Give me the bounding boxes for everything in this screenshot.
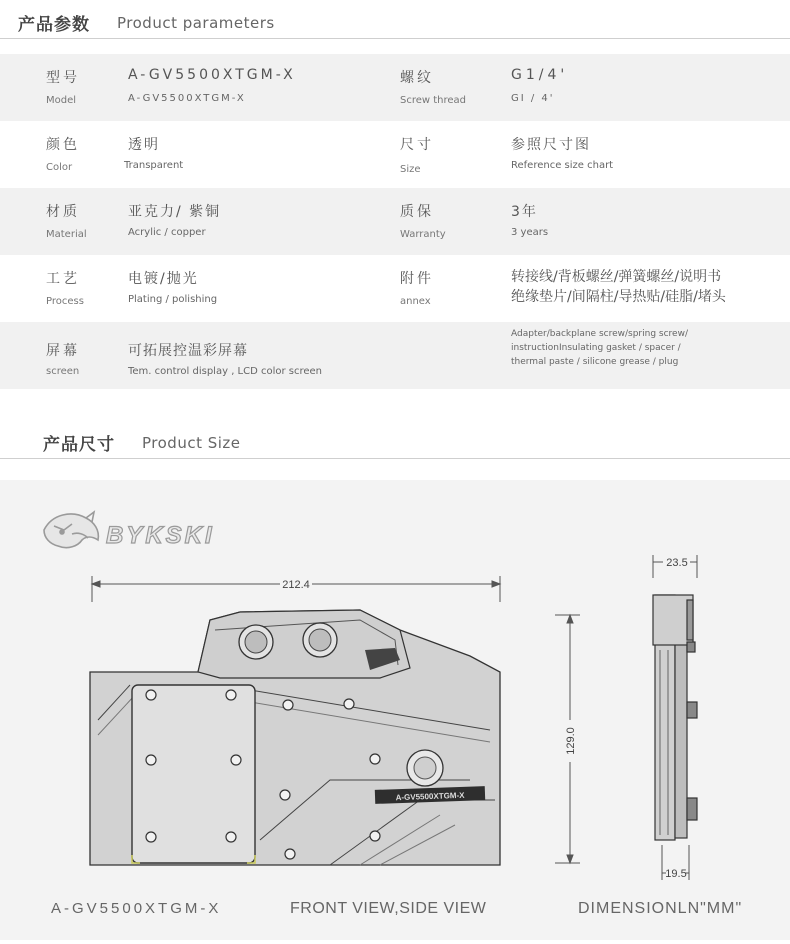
label-color-en: Color [46,162,73,173]
label-size-en: Size [400,164,421,175]
value-warranty: 3年 [511,204,538,220]
value-model-en: A-GV5500XTGM-X [128,93,246,104]
value-annex-en-line2: instructionInsulating gasket / spacer / [511,343,681,353]
bykski-logo [44,512,215,549]
value-thread-en: GI / 4' [511,93,555,104]
value-annex-en-line3: thermal paste / silicone grease / plug [511,357,679,367]
label-color-zh: 颜色 [46,137,80,153]
param-row-color [0,121,790,188]
value-color-en: Transparent [124,160,184,171]
section-title-en: Product parameters [117,14,275,32]
value-annex-en-line1: Adapter/backplane screw/spring screw/ [511,329,688,339]
param-row-material [0,188,790,255]
dimension-drawing-area [0,480,790,940]
footer-views: FRONT VIEW,SIDE VIEW [290,900,487,917]
side-bottom-dimension-label: 19.5 [665,868,687,880]
label-warranty-zh: 质保 [400,204,434,220]
value-annex-line1: 转接线/背板螺丝/弹簧螺丝/说明书 [511,269,722,285]
param-row-screen [0,322,790,389]
label-process-en: Process [46,296,84,307]
value-model: A-GV5500XTGM-X [128,67,296,83]
label-model-zh: 型号 [46,70,80,86]
value-thread: G1/4' [511,67,569,83]
value-material-en: Acrylic / copper [128,227,206,238]
value-warranty-en: 3 years [511,227,549,238]
width-dimension-label: 212.4 [282,579,310,591]
side-view-block [653,595,697,840]
model-plate-text: A-GV5500XTGM-X [395,790,465,803]
value-color: 透明 [128,137,160,153]
label-annex-zh: 附件 [400,271,434,287]
label-annex-en: annex [400,296,431,307]
section2-title-en: Product Size [142,434,241,452]
value-screen-en: Tem. control display , LCD color screen [128,366,323,377]
value-size: 参照尺寸图 [511,137,591,153]
dragon-logo-icon [44,512,98,548]
footer-unit: DIMENSIONLN"MM" [578,900,743,917]
section-header-size [0,420,790,459]
label-screen-zh: 屏幕 [46,343,80,359]
param-row-model [0,54,790,121]
value-process-en: Plating / polishing [128,294,218,305]
label-thread-zh: 螺纹 [400,70,434,86]
front-view-block [90,610,500,865]
label-material-en: Material [46,229,87,240]
label-process-zh: 工艺 [46,271,80,287]
value-size-en: Reference size chart [511,160,614,171]
height-dimension-label: 129.0 [565,727,577,755]
side-top-dimension-label: 23.5 [666,557,688,569]
label-warranty-en: Warranty [400,229,446,240]
label-screen-en: screen [46,366,80,377]
section2-title-zh: 产品尺寸 [43,435,115,455]
logo-wordmark: BYKSKI [106,522,215,549]
section-header-parameters [0,0,790,39]
label-thread-en: Screw thread [400,95,467,106]
section-title-zh: 产品参数 [18,15,90,35]
parameters-table [0,54,790,389]
footer-model: A-GV5500XTGM-X [51,900,222,917]
dimension-drawing [0,480,790,940]
label-size-zh: 尺寸 [400,137,434,153]
label-model-en: Model [46,95,77,106]
value-annex-line2: 绝缘垫片/间隔柱/导热贴/硅脂/堵头 [511,289,726,305]
label-material-zh: 材质 [46,204,80,220]
value-screen: 可拓展控温彩屏幕 [128,343,248,359]
value-process: 电镀/抛光 [128,271,199,287]
value-material: 亚克力/ 紫铜 [128,204,222,220]
param-row-process [0,255,790,322]
